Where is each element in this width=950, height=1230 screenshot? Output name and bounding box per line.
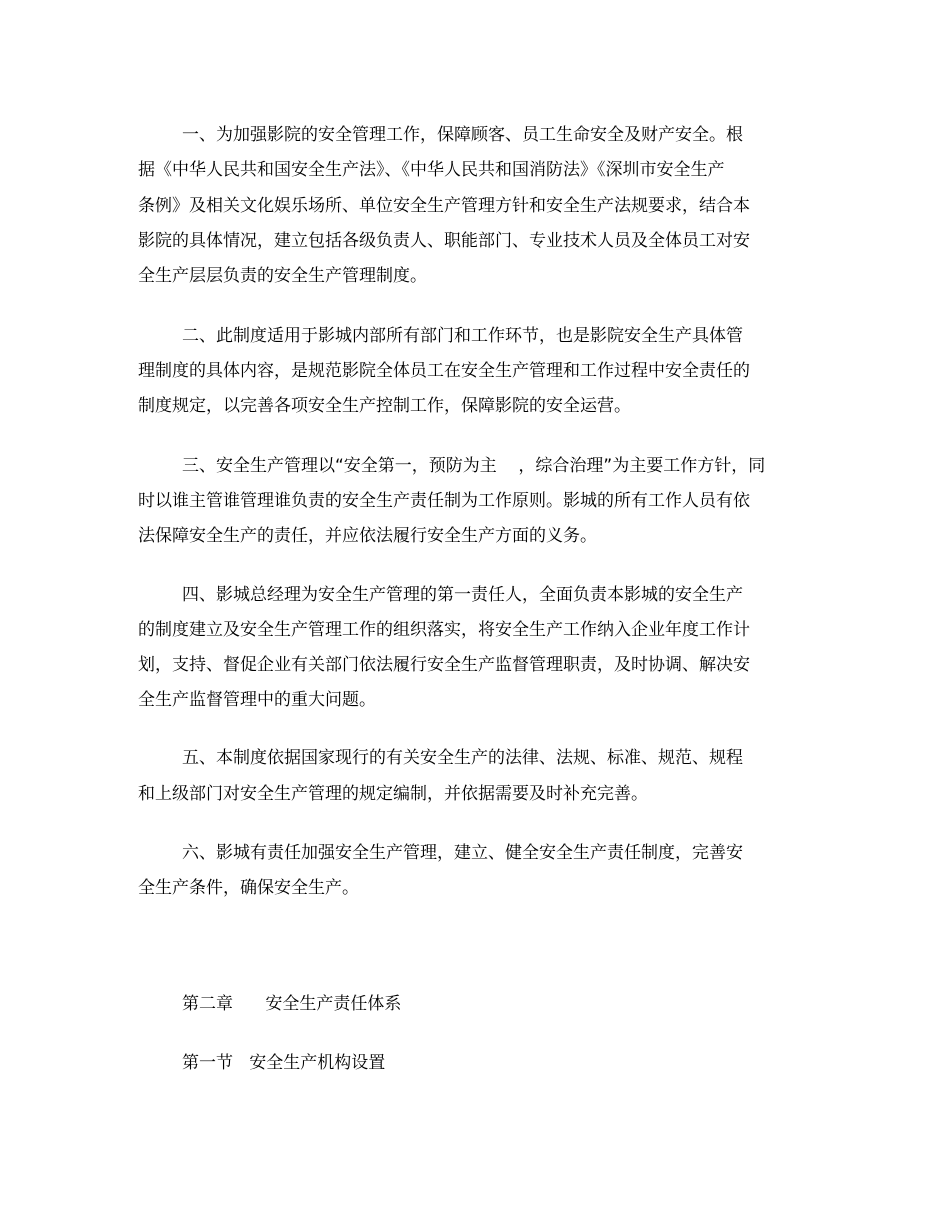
paragraph-4-line-4: 全生产监督管理中的重大问题。 [138,690,376,710]
paragraph-1-line-2: 据《中华人民共和国安全生产法》、《中华人民共和国消防法》《深圳市安全生产 [138,160,725,180]
paragraph-1-line-1: 一、为加强影院的安全管理工作，保障顾客、员工生命安全及财产安全。根 [182,125,743,145]
paragraph-3-line-3: 法保障安全生产的责任，并应依法履行安全生产方面的义务。 [138,526,597,546]
paragraph-5-line-2: 和上级部门对安全生产管理的规定编制，并依据需要及时补充完善。 [138,784,648,804]
paragraph-2-line-1: 二、此制度适用于影城内部所有部门和工作环节，也是影院安全生产具体管 [182,326,743,346]
paragraph-5-line-1: 五、本制度依据国家现行的有关安全生产的法律、法规、标准、规范、规程 [182,748,743,768]
paragraph-6-line-2: 全生产条件，确保安全生产。 [138,878,359,898]
paragraph-4-line-3: 划，支持、督促企业有关部门依法履行安全生产监督管理职责，及时协调、解决安 [138,655,750,675]
paragraph-4-line-1: 四、影城总经理为安全生产管理的第一责任人，全面负责本影城的安全生产 [182,585,743,605]
paragraph-3-line-2: 时以谁主管谁管理谁负责的安全生产责任制为工作原则。影城的所有工作人员有依 [138,491,750,511]
section-heading: 第一节 安全生产机构设置 [182,1053,386,1073]
paragraph-4-line-2: 的制度建立及安全生产管理工作的组织落实，将安全生产工作纳入企业年度工作计 [138,620,750,640]
paragraph-6-line-1: 六、影城有责任加强安全生产管理，建立、健全安全生产责任制度，完善安 [182,843,743,863]
paragraph-2-line-2: 理制度的具体内容，是规范影院全体员工在安全生产管理和工作过程中安全责任的 [138,361,750,381]
paragraph-2-line-3: 制度规定，以完善各项安全生产控制工作，保障影院的安全运营。 [138,396,631,416]
chapter-heading: 第二章 安全生产责任体系 [182,994,402,1014]
paragraph-1-line-4: 影院的具体情况，建立包括各级负责人、职能部门、专业技术人员及全体员工对安 [138,231,750,251]
paragraph-1-line-5: 全生产层层负责的安全生产管理制度。 [138,266,427,286]
paragraph-3-line-1: 三、安全生产管理以“安全第一，预防为主 ，综合治理”为主要工作方针，同 [182,456,766,476]
paragraph-1-line-3: 条例》及相关文化娱乐场所、单位安全生产管理方针和安全生产法规要求，结合本 [138,196,750,216]
